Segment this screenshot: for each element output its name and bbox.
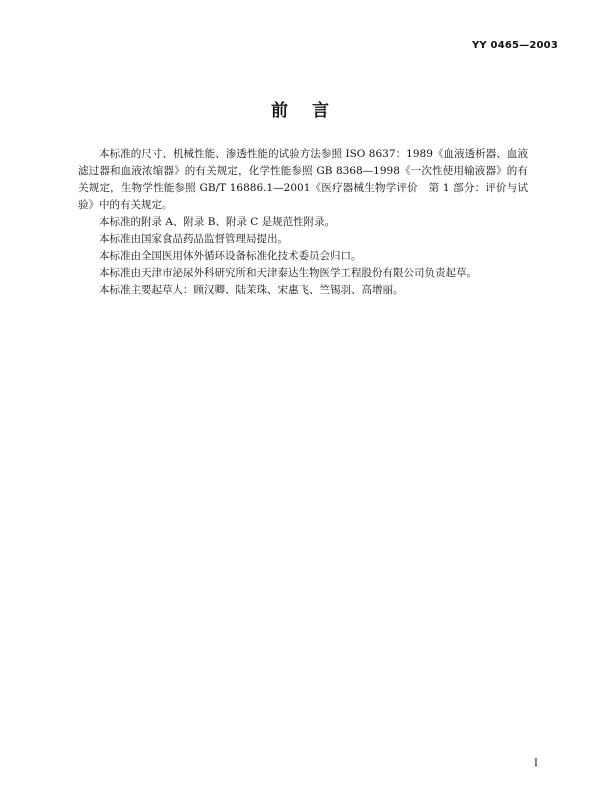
paragraph-committee: 本标准由全国医用体外循环设备标准化技术委员会归口。	[99, 250, 362, 262]
paragraph-proposer: 本标准由国家食品药品监督管理局提出。	[99, 233, 288, 245]
paragraph-drafting-organizations: 本标准由天津市泌尿外科研究所和天津泰达生物医学工程股份有限公司负责起草。	[99, 267, 477, 279]
paragraph-drafters: 本标准主要起草人：顾汉卿、陆茉珠、宋惠飞、竺锡羽、高增丽。	[99, 284, 404, 296]
paragraph-annexes: 本标准的附录 A、附录 B、附录 C 是规范性附录。	[99, 216, 336, 228]
document-body	[78, 146, 528, 299]
paragraph-test-methods: 本标准的尺寸、机械性能、渗透性能的试验方法参照 ISO 8637：1989《血液透析器、血液滤过器和血液浓缩器》的有关规定，化学性能参照 GB 8368—1998《一次性使用输液器》的有关规定，生物学性能参照 GB/T 16886.1—2001《医疗器械生物学评价 第 1 部分：评价与试验》中的有关规定。	[78, 148, 528, 211]
standard-number: YY 0465—2003	[471, 40, 558, 51]
page-number: Ⅰ	[534, 758, 538, 769]
page-title: 前言	[271, 101, 353, 121]
